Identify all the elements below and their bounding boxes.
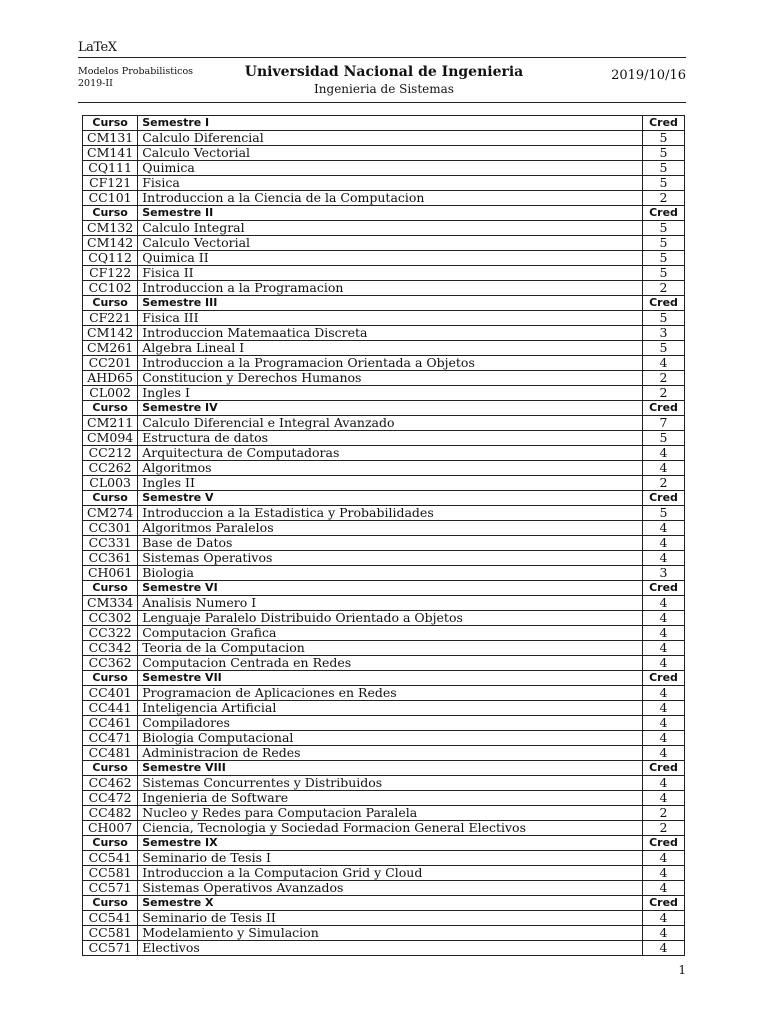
semester-header-row	[83, 491, 685, 506]
course-row	[83, 881, 685, 896]
course-row	[83, 221, 685, 236]
course-code: CM142	[83, 236, 138, 251]
course-code: CC571	[83, 881, 138, 896]
course-credits: 4	[643, 686, 685, 701]
course-name-cell: Ingenieria de Software	[138, 791, 643, 806]
course-credits: 4	[643, 941, 685, 956]
curso-header: Curso	[83, 116, 138, 131]
course-credits: 4	[643, 731, 685, 746]
course-name-cell: Programacion de Aplicaciones en Redes	[138, 686, 643, 701]
course-code: CM334	[83, 596, 138, 611]
course-credits: 2	[643, 821, 685, 836]
cred-header: Cred	[643, 401, 685, 416]
course-row	[83, 476, 685, 491]
course-name-cell: Electivos	[138, 941, 643, 956]
course-name-cell: Fisica II	[138, 266, 643, 281]
curriculum-table	[82, 115, 685, 956]
course-credits: 5	[643, 506, 685, 521]
course-credits: 5	[643, 236, 685, 251]
course-code: CM141	[83, 146, 138, 161]
course-row	[83, 851, 685, 866]
document-date: 2019/10/16	[611, 68, 686, 83]
course-row	[83, 146, 685, 161]
course-code: CM142	[83, 326, 138, 341]
course-name-cell: Constitucion y Derechos Humanos	[138, 371, 643, 386]
semester-title: Semestre X	[138, 896, 643, 911]
course-row	[83, 926, 685, 941]
course-row	[83, 701, 685, 716]
course-name-cell: Biologia Computacional	[138, 731, 643, 746]
semester-header-row	[83, 896, 685, 911]
course-code: CC302	[83, 611, 138, 626]
course-name-cell: Calculo Diferencial e Integral Avanzado	[138, 416, 643, 431]
course-code: CC541	[83, 851, 138, 866]
cred-header: Cred	[643, 206, 685, 221]
course-code: CC262	[83, 461, 138, 476]
course-credits: 4	[643, 791, 685, 806]
course-code: CC361	[83, 551, 138, 566]
top-rule	[78, 57, 686, 58]
course-name-cell: Introduccion a la Estadistica y Probabilidades	[138, 506, 643, 521]
course-row	[83, 566, 685, 581]
course-row	[83, 131, 685, 146]
course-code: CF121	[83, 176, 138, 191]
course-code: CM261	[83, 341, 138, 356]
course-name-cell: Fisica	[138, 176, 643, 191]
course-code: CC331	[83, 536, 138, 551]
course-code: CH061	[83, 566, 138, 581]
course-row	[83, 611, 685, 626]
course-credits: 2	[643, 386, 685, 401]
course-code: CC581	[83, 926, 138, 941]
course-credits: 3	[643, 566, 685, 581]
semester-title: Semestre VII	[138, 671, 643, 686]
course-name-cell: Estructura de datos	[138, 431, 643, 446]
course-row	[83, 266, 685, 281]
course-credits: 4	[643, 851, 685, 866]
course-name-cell: Ciencia, Tecnologia y Sociedad Formacion General Electivos	[138, 821, 643, 836]
course-credits: 4	[643, 866, 685, 881]
course-code: CC462	[83, 776, 138, 791]
course-credits: 4	[643, 521, 685, 536]
course-code: CC571	[83, 941, 138, 956]
course-row	[83, 596, 685, 611]
course-credits: 4	[643, 626, 685, 641]
semester-title: Semestre V	[138, 491, 643, 506]
course-row	[83, 716, 685, 731]
semester-title: Semestre III	[138, 296, 643, 311]
semester-title: Semestre II	[138, 206, 643, 221]
course-name-cell: Compiladores	[138, 716, 643, 731]
course-name-cell: Introduccion Matemaatica Discreta	[138, 326, 643, 341]
course-row	[83, 731, 685, 746]
semester-header-row	[83, 296, 685, 311]
semester-title: Semestre VI	[138, 581, 643, 596]
course-code: CM131	[83, 131, 138, 146]
course-name-cell: Teoria de la Computacion	[138, 641, 643, 656]
course-code: CC342	[83, 641, 138, 656]
university-title: Universidad Nacional de Ingenieria	[244, 64, 524, 80]
cred-header: Cred	[643, 761, 685, 776]
course-row	[83, 866, 685, 881]
course-name-cell: Ingles I	[138, 386, 643, 401]
course-row	[83, 431, 685, 446]
course-row	[83, 686, 685, 701]
course-name-cell: Administracion de Redes	[138, 746, 643, 761]
curso-header: Curso	[83, 401, 138, 416]
curso-header: Curso	[83, 671, 138, 686]
course-code: AHD65	[83, 371, 138, 386]
course-credits: 3	[643, 326, 685, 341]
curso-header: Curso	[83, 491, 138, 506]
course-name-cell: Calculo Vectorial	[138, 236, 643, 251]
course-credits: 2	[643, 191, 685, 206]
course-credits: 5	[643, 251, 685, 266]
cred-header: Cred	[643, 581, 685, 596]
course-name-cell: Algoritmos Paralelos	[138, 521, 643, 536]
cred-header: Cred	[643, 896, 685, 911]
course-code: CC581	[83, 866, 138, 881]
course-row	[83, 656, 685, 671]
course-row	[83, 416, 685, 431]
course-credits: 2	[643, 281, 685, 296]
course-name-cell: Algebra Lineal I	[138, 341, 643, 356]
course-name-cell: Calculo Vectorial	[138, 146, 643, 161]
course-code: CC471	[83, 731, 138, 746]
course-name-cell: Quimica	[138, 161, 643, 176]
course-credits: 4	[643, 356, 685, 371]
course-row	[83, 281, 685, 296]
curso-header: Curso	[83, 581, 138, 596]
course-row	[83, 791, 685, 806]
course-name-cell: Introduccion a la Ciencia de la Computacion	[138, 191, 643, 206]
course-code: CM094	[83, 431, 138, 446]
semester-header-row	[83, 761, 685, 776]
course-credits: 4	[643, 596, 685, 611]
course-name: Modelos Probabilisticos	[78, 66, 194, 77]
course-credits: 4	[643, 926, 685, 941]
semester-header-row	[83, 836, 685, 851]
course-code: CF221	[83, 311, 138, 326]
course-name-cell: Ingles II	[138, 476, 643, 491]
course-name-cell: Sistemas Operativos	[138, 551, 643, 566]
course-code: CC472	[83, 791, 138, 806]
course-name-cell: Inteligencia Artificial	[138, 701, 643, 716]
course-row	[83, 326, 685, 341]
course-row	[83, 776, 685, 791]
curriculum-table-body	[83, 116, 685, 956]
course-code: CC441	[83, 701, 138, 716]
course-name-cell: Base de Datos	[138, 536, 643, 551]
curso-header: Curso	[83, 206, 138, 221]
course-credits: 5	[643, 221, 685, 236]
semester-header-row	[83, 116, 685, 131]
course-credits: 5	[643, 341, 685, 356]
course-row	[83, 311, 685, 326]
course-credits: 5	[643, 311, 685, 326]
curso-header: Curso	[83, 896, 138, 911]
course-row	[83, 461, 685, 476]
course-credits: 4	[643, 776, 685, 791]
course-credits: 4	[643, 716, 685, 731]
course-credits: 4	[643, 551, 685, 566]
course-row	[83, 746, 685, 761]
course-name-cell: Seminario de Tesis II	[138, 911, 643, 926]
course-code: CL003	[83, 476, 138, 491]
cred-header: Cred	[643, 296, 685, 311]
course-row	[83, 341, 685, 356]
course-credits: 5	[643, 176, 685, 191]
course-row	[83, 641, 685, 656]
course-credits: 4	[643, 746, 685, 761]
semester-header-row	[83, 401, 685, 416]
cred-header: Cred	[643, 671, 685, 686]
course-code: CM211	[83, 416, 138, 431]
course-name-cell: Calculo Diferencial	[138, 131, 643, 146]
semester-header-row	[83, 581, 685, 596]
curso-header: Curso	[83, 761, 138, 776]
curso-header: Curso	[83, 296, 138, 311]
page-number: 1	[678, 963, 686, 977]
course-code: CC102	[83, 281, 138, 296]
course-code: CC362	[83, 656, 138, 671]
course-row	[83, 536, 685, 551]
course-credits: 4	[643, 911, 685, 926]
course-row	[83, 551, 685, 566]
course-name-cell: Computacion Grafica	[138, 626, 643, 641]
course-code: CC461	[83, 716, 138, 731]
course-row	[83, 236, 685, 251]
course-row	[83, 911, 685, 926]
course-credits: 4	[643, 641, 685, 656]
course-code: CC401	[83, 686, 138, 701]
course-credits: 4	[643, 701, 685, 716]
course-credits: 4	[643, 881, 685, 896]
course-row	[83, 176, 685, 191]
course-credits: 4	[643, 656, 685, 671]
course-name-cell: Introduccion a la Programacion Orientada a Objetos	[138, 356, 643, 371]
semester-header-row	[83, 206, 685, 221]
course-name-cell: Introduccion a la Computacion Grid y Cloud	[138, 866, 643, 881]
course-name-cell: Introduccion a la Programacion	[138, 281, 643, 296]
course-row	[83, 506, 685, 521]
course-name-cell: Nucleo y Redes para Computacion Paralela	[138, 806, 643, 821]
semester-title: Semestre IV	[138, 401, 643, 416]
course-code: CC201	[83, 356, 138, 371]
course-row	[83, 446, 685, 461]
course-credits: 5	[643, 131, 685, 146]
course-name-cell: Biologia	[138, 566, 643, 581]
course-code: CC541	[83, 911, 138, 926]
cred-header: Cred	[643, 491, 685, 506]
term: 2019-II	[78, 78, 113, 89]
course-row	[83, 821, 685, 836]
course-code: CC212	[83, 446, 138, 461]
course-credits: 5	[643, 266, 685, 281]
course-credits: 4	[643, 536, 685, 551]
course-code: CC482	[83, 806, 138, 821]
course-name-cell: Lenguaje Paralelo Distribuido Orientado a Objetos	[138, 611, 643, 626]
course-row	[83, 626, 685, 641]
course-row	[83, 191, 685, 206]
course-name-cell: Seminario de Tesis I	[138, 851, 643, 866]
semester-title: Semestre VIII	[138, 761, 643, 776]
course-name-cell: Sistemas Concurrentes y Distribuidos	[138, 776, 643, 791]
course-code: CF122	[83, 266, 138, 281]
course-row	[83, 521, 685, 536]
course-name-cell: Sistemas Operativos Avanzados	[138, 881, 643, 896]
cred-header: Cred	[643, 836, 685, 851]
course-code: CH007	[83, 821, 138, 836]
semester-header-row	[83, 671, 685, 686]
course-credits: 7	[643, 416, 685, 431]
course-code: CC301	[83, 521, 138, 536]
course-name-cell: Fisica III	[138, 311, 643, 326]
faculty-subtitle: Ingenieria de Sistemas	[314, 82, 454, 96]
course-credits: 5	[643, 146, 685, 161]
course-code: CL002	[83, 386, 138, 401]
header-rule	[78, 102, 686, 103]
course-credits: 2	[643, 476, 685, 491]
course-code: CC481	[83, 746, 138, 761]
course-credits: 4	[643, 461, 685, 476]
course-code: CC322	[83, 626, 138, 641]
course-credits: 5	[643, 161, 685, 176]
course-code: CM132	[83, 221, 138, 236]
course-name-cell: Computacion Centrada en Redes	[138, 656, 643, 671]
course-row	[83, 806, 685, 821]
course-name-cell: Analisis Numero I	[138, 596, 643, 611]
course-row	[83, 356, 685, 371]
course-name-cell: Modelamiento y Simulacion	[138, 926, 643, 941]
course-credits: 2	[643, 371, 685, 386]
course-credits: 2	[643, 806, 685, 821]
course-name-cell: Algoritmos	[138, 461, 643, 476]
latex-logo: LaTeX	[78, 40, 117, 55]
course-code: CC101	[83, 191, 138, 206]
course-row	[83, 386, 685, 401]
semester-title: Semestre I	[138, 116, 643, 131]
course-row	[83, 251, 685, 266]
course-credits: 5	[643, 431, 685, 446]
curso-header: Curso	[83, 836, 138, 851]
course-code: CQ112	[83, 251, 138, 266]
course-row	[83, 371, 685, 386]
course-name-cell: Quimica II	[138, 251, 643, 266]
course-code: CQ111	[83, 161, 138, 176]
course-row	[83, 161, 685, 176]
course-name-cell: Arquitectura de Computadoras	[138, 446, 643, 461]
course-name-cell: Calculo Integral	[138, 221, 643, 236]
course-code: CM274	[83, 506, 138, 521]
semester-title: Semestre IX	[138, 836, 643, 851]
course-credits: 4	[643, 611, 685, 626]
course-row	[83, 941, 685, 956]
course-credits: 4	[643, 446, 685, 461]
cred-header: Cred	[643, 116, 685, 131]
